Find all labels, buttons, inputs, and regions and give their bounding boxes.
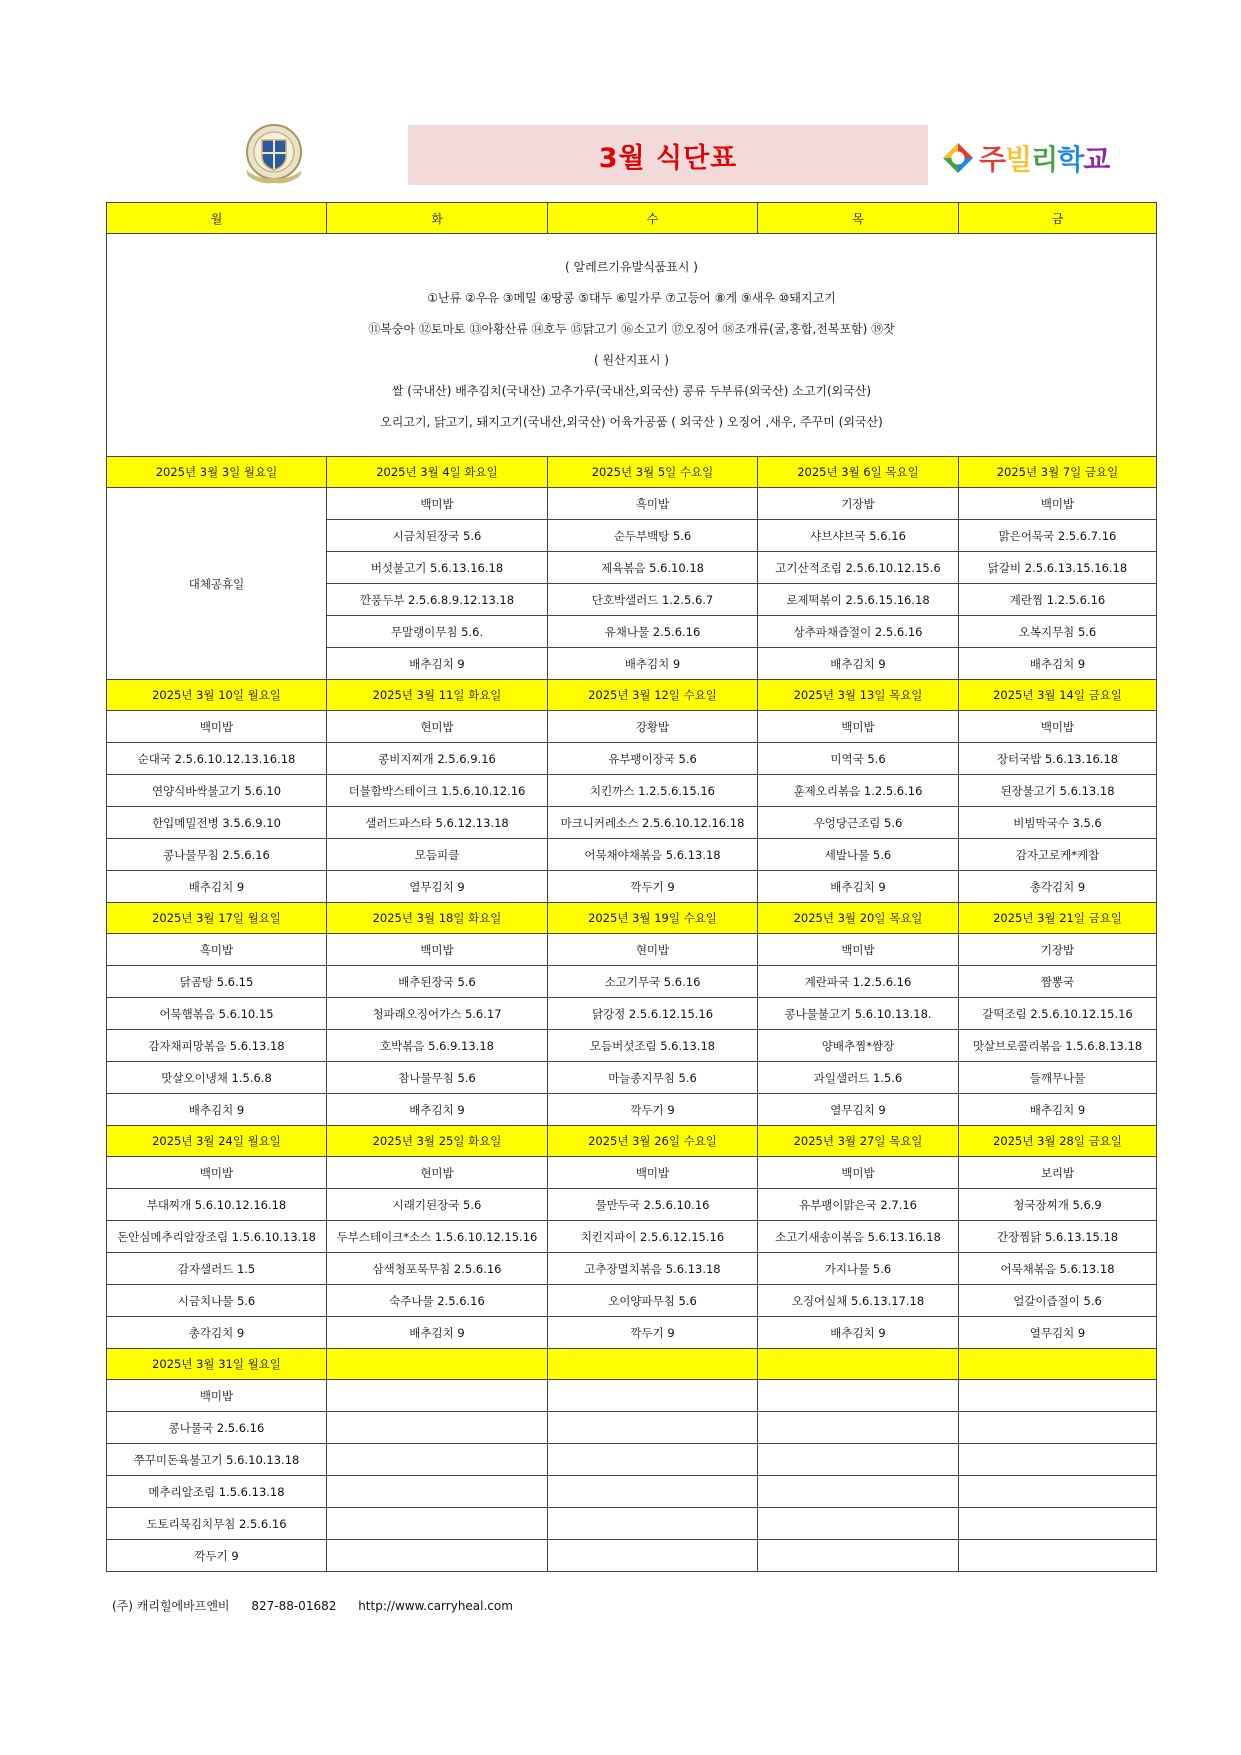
menu-item [959,1412,1157,1444]
menu-item: 배추김치 9 [758,1317,959,1349]
date-cell: 2025년 3월 5일 수요일 [548,457,758,488]
menu-item: 두부스테이크*소스 1.5.6.10.12.15.16 [327,1221,548,1253]
date-cell: 2025년 3월 26일 수요일 [548,1126,758,1157]
menu-item: 소고기무국 5.6.16 [548,966,758,998]
date-cell: 2025년 3월 10일 월요일 [107,680,327,711]
footer-company: (주) 캐리힐에바프엔비 [112,1599,230,1613]
date-cell [327,1349,548,1380]
origin-list-1: 쌀 (국내산) 배추김치(국내산) 고추가루(국내산,외국산) 콩류 두부류(외국산) 소고기(외국산) [391,384,872,398]
menu-row [107,711,1157,743]
menu-item: 버섯불고기 5.6.13.16.18 [327,552,548,584]
menu-row [107,1030,1157,1062]
footer-url: http://www.carryheal.com [358,1599,513,1613]
menu-item: 현미밥 [327,1157,548,1189]
menu-item: 순대국 2.5.6.10.12.13.16.18 [107,743,327,775]
date-cell: 2025년 3월 25일 화요일 [327,1126,548,1157]
menu-item: 숙주나물 2.5.6.16 [327,1285,548,1317]
allergy-list-2: ⑪복숭아 ⑫토마토 ⑬아황산류 ⑭호두 ⑮닭고기 ⑯소고기 ⑰오징어 ⑱조개류(굴,홍합,전복포함) ⑲잣 [368,322,895,336]
menu-item: 어묵채야채볶음 5.6.13.18 [548,839,758,871]
menu-item: 세발나물 5.6 [758,839,959,871]
menu-item: 간장찜닭 5.6.13.15.18 [959,1221,1157,1253]
date-cell: 2025년 3월 21일 금요일 [959,903,1157,934]
date-header-row [107,457,1157,488]
menu-item: 시금치된장국 5.6 [327,520,548,552]
menu-item: 배추김치 9 [107,1094,327,1126]
menu-item: 소고기새송이볶음 5.6.13.16.18 [758,1221,959,1253]
origin-heading: ( 원산지표시 ) [594,353,669,367]
menu-item: 백미밥 [758,711,959,743]
menu-item: 물만두국 2.5.6.10.16 [548,1189,758,1221]
date-cell: 2025년 3월 14일 금요일 [959,680,1157,711]
menu-item: 백미밥 [327,934,548,966]
menu-item: 어묵햄볶음 5.6.10.15 [107,998,327,1030]
menu-item: 과일샐러드 1.5.6 [758,1062,959,1094]
menu-row [107,488,1157,520]
menu-item: 배추된장국 5.6 [327,966,548,998]
date-cell: 2025년 3월 28일 금요일 [959,1126,1157,1157]
menu-row [107,775,1157,807]
menu-item: 흑미밥 [548,488,758,520]
menu-item: 돈안심메추리알장조림 1.5.6.10.13.18 [107,1221,327,1253]
menu-item: 백미밥 [758,934,959,966]
menu-item: 맛살오이냉채 1.5.6.8 [107,1062,327,1094]
menu-item: 깍두기 9 [548,871,758,903]
menu-item: 시금치나물 5.6 [107,1285,327,1317]
menu-item: 오이양파무침 5.6 [548,1285,758,1317]
menu-item: 고추장멸치볶음 5.6.13.18 [548,1253,758,1285]
menu-item: 상추파채즙절이 2.5.6.16 [758,616,959,648]
menu-item: 순두부백탕 5.6 [548,520,758,552]
menu-item: 도토리묵김치무침 2.5.6.16 [107,1508,327,1540]
menu-row [107,1253,1157,1285]
menu-row [107,1094,1157,1126]
origin-list-2: 오리고기, 닭고기, 돼지고기(국내산,외국산) 어육가공품 ( 외국산 ) 오징어 ,새우, 주꾸미 (외국산) [380,415,883,429]
menu-item: 배추김치 9 [758,648,959,680]
meal-table [106,202,1157,1572]
date-cell: 2025년 3월 19일 수요일 [548,903,758,934]
date-cell: 2025년 3월 6일 목요일 [758,457,959,488]
menu-row [107,1317,1157,1349]
menu-row [107,1508,1157,1540]
menu-item: 된장불고기 5.6.13.18 [959,775,1157,807]
menu-item: 청파래오징어가스 5.6.17 [327,998,548,1030]
date-cell [758,1349,959,1380]
menu-item: 갈떡조림 2.5.6.10.12.15.16 [959,998,1157,1030]
menu-item: 열무김치 9 [327,871,548,903]
menu-item [758,1476,959,1508]
weekday-mon: 월 [107,203,327,234]
menu-item: 가지나물 5.6 [758,1253,959,1285]
menu-row [107,807,1157,839]
date-header-row [107,680,1157,711]
menu-item: 한입메밀전병 3.5.6.9.10 [107,807,327,839]
weekday-fri: 금 [959,203,1157,234]
menu-row [107,839,1157,871]
menu-item [548,1444,758,1476]
menu-item: 보리밥 [959,1157,1157,1189]
menu-row [107,1540,1157,1572]
menu-row [107,1444,1157,1476]
menu-item: 유채나물 2.5.6.16 [548,616,758,648]
menu-item: 부대찌개 5.6.10.12.16.18 [107,1189,327,1221]
menu-item: 미역국 5.6 [758,743,959,775]
menu-item: 훈제오리볶음 1.2.5.6.16 [758,775,959,807]
menu-item [959,1540,1157,1572]
menu-item: 어묵채볶음 5.6.13.18 [959,1253,1157,1285]
menu-item [327,1412,548,1444]
menu-item: 로제떡볶이 2.5.6.15.16.18 [758,584,959,616]
menu-item: 제육볶음 5.6.10.18 [548,552,758,584]
menu-item [548,1508,758,1540]
menu-row [107,1476,1157,1508]
menu-item: 흑미밥 [107,934,327,966]
menu-item [327,1540,548,1572]
menu-item: 깍두기 9 [107,1540,327,1572]
menu-row [107,1062,1157,1094]
menu-item: 무말랭이무침 5.6. [327,616,548,648]
menu-item: 우엉당근조림 5.6 [758,807,959,839]
menu-item [548,1540,758,1572]
date-header-row [107,1349,1157,1380]
allergy-list-1: ①난류 ②우유 ③메밀 ④땅콩 ⑤대두 ⑥밀가루 ⑦고등어 ⑧게 ⑨새우 ⑩돼지고기 [427,291,836,305]
menu-row [107,966,1157,998]
menu-item: 배추김치 9 [327,648,548,680]
menu-item: 계란찜 1.2.5.6.16 [959,584,1157,616]
weekday-tue: 화 [327,203,548,234]
info-row [107,234,1157,457]
menu-item [548,1412,758,1444]
menu-item: 장터국밥 5.6.13.16.18 [959,743,1157,775]
menu-item [959,1508,1157,1540]
menu-item: 백미밥 [959,488,1157,520]
menu-item [758,1444,959,1476]
menu-item: 백미밥 [107,1157,327,1189]
date-cell: 2025년 3월 18일 화요일 [327,903,548,934]
menu-row [107,934,1157,966]
menu-item: 기장밥 [758,488,959,520]
brand-logo [941,140,1109,176]
menu-item: 계란파국 1.2.5.6.16 [758,966,959,998]
menu-item: 콩나물무침 2.5.6.16 [107,839,327,871]
menu-item: 얼갈이즙절이 5.6 [959,1285,1157,1317]
menu-item: 맛살브로콜리볶음 1.5.6.8.13.18 [959,1030,1157,1062]
menu-item: 백미밥 [107,711,327,743]
menu-item: 치킨까스 1.2.5.6.15.16 [548,775,758,807]
date-cell: 2025년 3월 4일 화요일 [327,457,548,488]
title-banner [408,125,928,185]
menu-item: 현미밥 [327,711,548,743]
brand-name: 주빌리학교 [979,143,1110,176]
menu-item: 백미밥 [107,1380,327,1412]
footer [112,1597,531,1614]
page-title: 3월 식단표 [598,142,738,174]
date-header-row [107,903,1157,934]
menu-item: 총각김치 9 [959,871,1157,903]
date-cell: 2025년 3월 17일 월요일 [107,903,327,934]
menu-row [107,871,1157,903]
date-cell: 2025년 3월 11일 화요일 [327,680,548,711]
allergy-heading: ( 알레르기유발식품표시 ) [565,260,698,274]
menu-item: 모듬버섯조림 5.6.13.18 [548,1030,758,1062]
menu-item: 배추김치 9 [959,1094,1157,1126]
menu-item [327,1444,548,1476]
menu-item [758,1540,959,1572]
date-header-row [107,1126,1157,1157]
menu-item: 샤브샤브국 5.6.16 [758,520,959,552]
menu-item: 열무김치 9 [959,1317,1157,1349]
menu-item: 유부팽이장국 5.6 [548,743,758,775]
date-cell: 2025년 3월 13일 목요일 [758,680,959,711]
weekday-wed: 수 [548,203,758,234]
weekday-thu: 목 [758,203,959,234]
date-cell: 2025년 3월 27일 목요일 [758,1126,959,1157]
date-cell [548,1349,758,1380]
menu-item: 총각김치 9 [107,1317,327,1349]
school-emblem-icon [238,122,310,188]
menu-item: 오복지무침 5.6 [959,616,1157,648]
menu-item: 삼색청포묵무침 2.5.6.16 [327,1253,548,1285]
date-cell: 2025년 3월 3일 월요일 [107,457,327,488]
menu-item: 비빔막국수 3.5.6 [959,807,1157,839]
date-cell: 2025년 3월 7일 금요일 [959,457,1157,488]
holiday-cell: 대체공휴일 [107,488,327,680]
page-header [106,118,1156,194]
menu-item: 오징어실채 5.6.13.17.18 [758,1285,959,1317]
allergy-origin-notice [107,234,1157,457]
menu-item [548,1380,758,1412]
menu-item: 들깨무나물 [959,1062,1157,1094]
menu-row [107,1157,1157,1189]
menu-item: 깐풍두부 2.5.6.8.9.12.13.18 [327,584,548,616]
date-cell: 2025년 3월 31일 월요일 [107,1349,327,1380]
menu-item [758,1412,959,1444]
menu-item [327,1476,548,1508]
menu-item: 모듬피클 [327,839,548,871]
menu-item: 배추김치 9 [327,1317,548,1349]
menu-item: 콩나물불고기 5.6.10.13.18. [758,998,959,1030]
menu-item: 마크니커레소스 2.5.6.10.12.16.18 [548,807,758,839]
menu-item: 배추김치 9 [327,1094,548,1126]
menu-item: 배추김치 9 [959,648,1157,680]
menu-item: 깍두기 9 [548,1094,758,1126]
menu-item: 샐러드파스타 5.6.12.13.18 [327,807,548,839]
menu-item: 배추김치 9 [548,648,758,680]
menu-item [327,1508,548,1540]
menu-item: 더블함박스테이크 1.5.6.10.12.16 [327,775,548,807]
menu-item: 시래기된장국 5.6 [327,1189,548,1221]
menu-item: 치킨지파이 2.5.6.12.15.16 [548,1221,758,1253]
menu-item: 쭈꾸미돈육불고기 5.6.10.13.18 [107,1444,327,1476]
weekday-header-row [107,203,1157,234]
menu-item: 깍두기 9 [548,1317,758,1349]
menu-item: 양배추찜*쌈장 [758,1030,959,1062]
menu-row [107,1285,1157,1317]
menu-item: 맑은어묵국 2.5.6.7.16 [959,520,1157,552]
menu-item: 참나물무침 5.6 [327,1062,548,1094]
brand-ring-icon [941,141,975,175]
menu-item: 열무김치 9 [758,1094,959,1126]
date-cell: 2025년 3월 24일 월요일 [107,1126,327,1157]
footer-number: 827-88-01682 [251,1599,337,1613]
menu-item: 닭갈비 2.5.6.13.15.16.18 [959,552,1157,584]
menu-item [959,1444,1157,1476]
menu-row [107,1380,1157,1412]
menu-item: 배추김치 9 [758,871,959,903]
menu-item [548,1476,758,1508]
menu-row [107,1412,1157,1444]
menu-item: 짬뽕국 [959,966,1157,998]
menu-item: 닭곰탕 5.6.15 [107,966,327,998]
menu-item: 호박볶음 5.6.9.13.18 [327,1030,548,1062]
menu-item [959,1476,1157,1508]
menu-item: 청국장찌개 5.6.9 [959,1189,1157,1221]
menu-item: 감자채피망볶음 5.6.13.18 [107,1030,327,1062]
menu-item: 현미밥 [548,934,758,966]
menu-item: 유부팽이맑은국 2.7.16 [758,1189,959,1221]
menu-item: 고기산적조림 2.5.6.10.12.15.6 [758,552,959,584]
menu-item [758,1380,959,1412]
menu-item: 연양식바싹불고기 5.6.10 [107,775,327,807]
menu-item: 백미밥 [959,711,1157,743]
date-cell: 2025년 3월 12일 수요일 [548,680,758,711]
menu-row [107,743,1157,775]
menu-item: 기장밥 [959,934,1157,966]
menu-row [107,998,1157,1030]
menu-item: 콩비지찌개 2.5.6.9.16 [327,743,548,775]
menu-row [107,1221,1157,1253]
date-cell [959,1349,1157,1380]
menu-item: 콩나물국 2.5.6.16 [107,1412,327,1444]
menu-item: 감자고로케*케찹 [959,839,1157,871]
menu-row [107,1189,1157,1221]
menu-item: 닭강정 2.5.6.12.15.16 [548,998,758,1030]
menu-item: 백미밥 [548,1157,758,1189]
menu-item: 마늘종지무침 5.6 [548,1062,758,1094]
menu-item [959,1380,1157,1412]
menu-item: 메추리알조림 1.5.6.13.18 [107,1476,327,1508]
menu-item: 감자샐러드 1.5 [107,1253,327,1285]
menu-item: 백미밥 [758,1157,959,1189]
menu-item [758,1508,959,1540]
menu-item: 배추김치 9 [107,871,327,903]
date-cell: 2025년 3월 20일 목요일 [758,903,959,934]
menu-item: 강황밥 [548,711,758,743]
menu-item [327,1380,548,1412]
menu-item: 백미밥 [327,488,548,520]
menu-item: 단호박샐러드 1.2.5.6.7 [548,584,758,616]
